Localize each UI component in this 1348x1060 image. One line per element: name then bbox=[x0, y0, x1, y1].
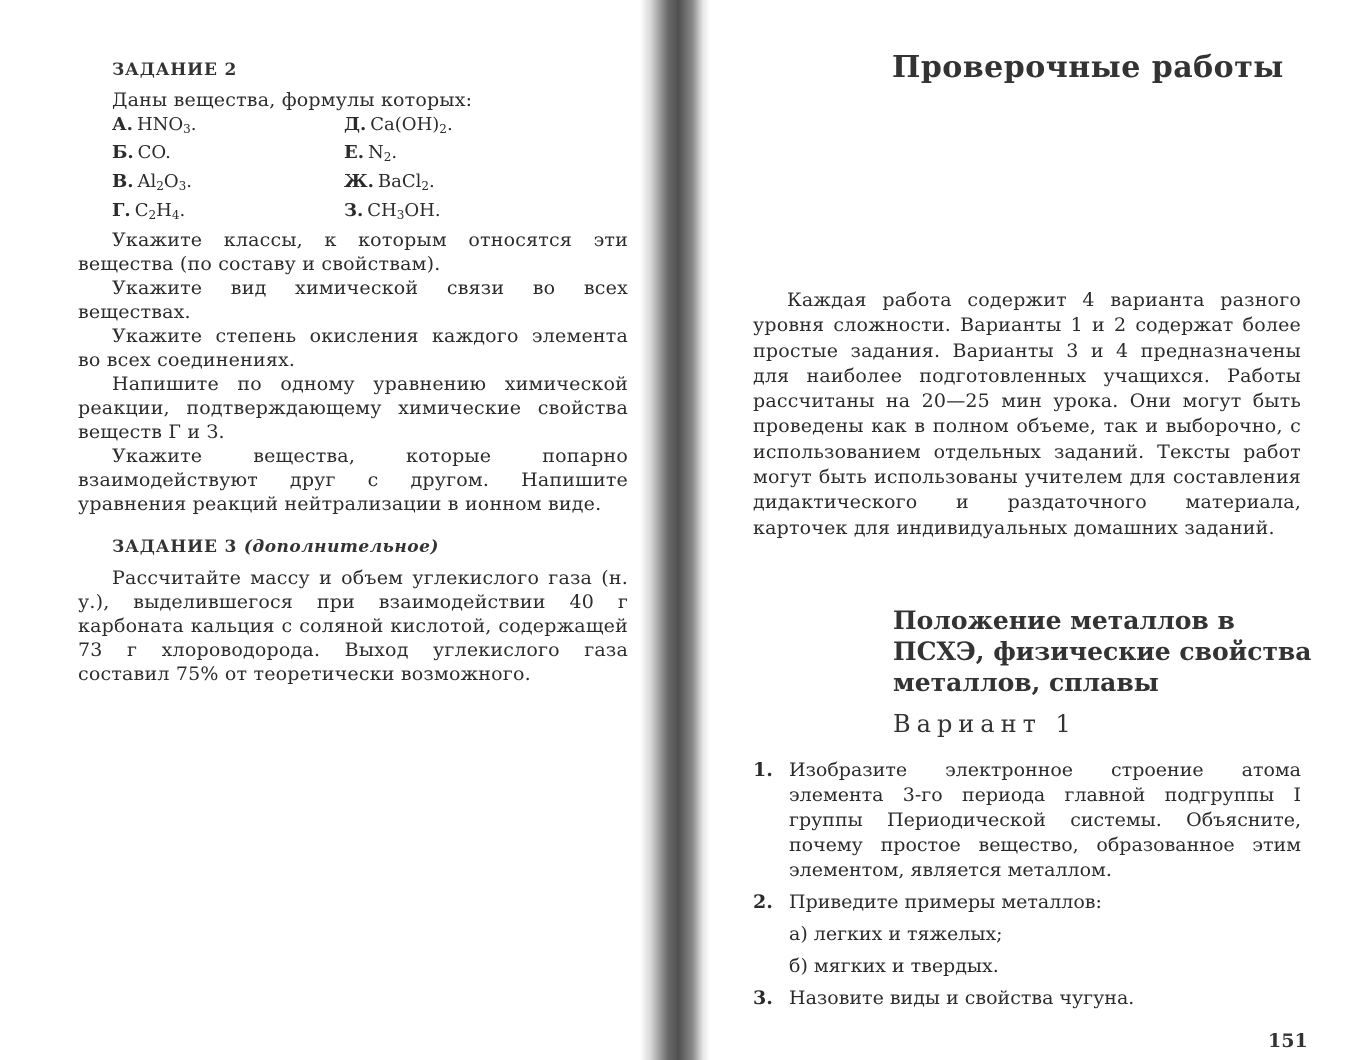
task3-note: (дополнительное) bbox=[243, 537, 439, 557]
question-text: Изобразите электронное строение атома элемента 3-го периода главной подгруппы I группы Периодической системы. Объясните, почему простое вещество, образованное этим элементом, является металлом. bbox=[789, 759, 1301, 881]
question-text: Назовите виды и свойства чугуна. bbox=[789, 987, 1135, 1009]
formula-d: Д. $Ca(OH)_2$. bbox=[344, 114, 453, 136]
page-number: 151 bbox=[1268, 1030, 1308, 1052]
task2-paragraph: Укажите степень окисления каждого элемента во всех соединениях. bbox=[78, 325, 628, 371]
task3-title: ЗАДАНИЕ 3 (дополнительное) bbox=[112, 537, 439, 557]
question-3 bbox=[753, 986, 1301, 1011]
left-page bbox=[0, 0, 655, 1060]
right-page bbox=[700, 0, 1348, 1060]
question-number: 1. bbox=[753, 759, 773, 781]
task2-paragraph: Укажите вид химической связи во всех веществах. bbox=[78, 277, 628, 323]
question-2 bbox=[753, 890, 1301, 915]
formula-v: В. $Al_2O_3$. bbox=[112, 171, 193, 193]
task2-paragraph: Укажите вещества, которые попарно взаимодействуют друг с другом. Напишите уравнения реакций нейтрализации в ионном виде. bbox=[78, 445, 628, 515]
task2-intro: Даны вещества, формулы которых: bbox=[112, 89, 473, 111]
formula-e: Е. $N_2$. bbox=[344, 142, 398, 164]
question-number: 2. bbox=[753, 891, 773, 913]
chapter-title: Проверочные работы bbox=[892, 50, 1284, 85]
task2-body bbox=[78, 228, 628, 516]
question-2a bbox=[753, 922, 1301, 947]
variant-heading: Вариант 1 bbox=[893, 710, 1077, 738]
section-title: Положение металлов в ПСХЭ, физические свойства металлов, сплавы bbox=[893, 606, 1312, 697]
question-text: б) мягких и твердых. bbox=[789, 955, 999, 977]
formula-a: А. $HNO_3$. bbox=[112, 114, 197, 136]
question-text: Приведите примеры металлов: bbox=[789, 891, 1102, 913]
question-text: а) легких и тяжелых; bbox=[789, 923, 1003, 945]
formula-b: Б. CO. bbox=[112, 142, 171, 163]
formula-z: З. $CH_3OH$. bbox=[344, 200, 441, 222]
question-number: 3. bbox=[753, 987, 773, 1009]
formula-zh: Ж. BaCl$_2$. bbox=[344, 171, 435, 193]
intro-paragraph: Каждая работа содержит 4 варианта разного уровня сложности. Варианты 1 и 2 содержат более простые задания. Варианты 3 и 4 предназначены для наиболее подготовленных учащихся. Работы рассчитаны на 20—25 мин урока. Они могут быть проведены как в полном объеме, так и выборочно, с использованием отдельных заданий. Тексты работ могут быть использованы учителем для составления дидактического и раздаточного материала, карточек для индивидуальных домашних заданий. bbox=[753, 289, 1301, 539]
question-1 bbox=[753, 758, 1301, 883]
question-2b bbox=[753, 954, 1301, 979]
task2-paragraph: Укажите классы, к которым относятся эти вещества (по составу и свойствам). bbox=[78, 229, 628, 275]
task2-paragraph: Напишите по одному уравнению химической реакции, подтверждающему химические свойства веществ Г и З. bbox=[78, 373, 628, 443]
task2-title: ЗАДАНИЕ 2 bbox=[112, 60, 238, 80]
formula-g: Г. $C_2H_4$. bbox=[112, 200, 186, 222]
task3-text: Рассчитайте массу и объем углекислого газа (н. у.), выделившегося при взаимодействии 40 г карбоната кальция с соляной кислотой, содержащей 73 г хлороводорода. Выход углекислого газа составил 75% от теоретически возможного. bbox=[78, 567, 628, 685]
